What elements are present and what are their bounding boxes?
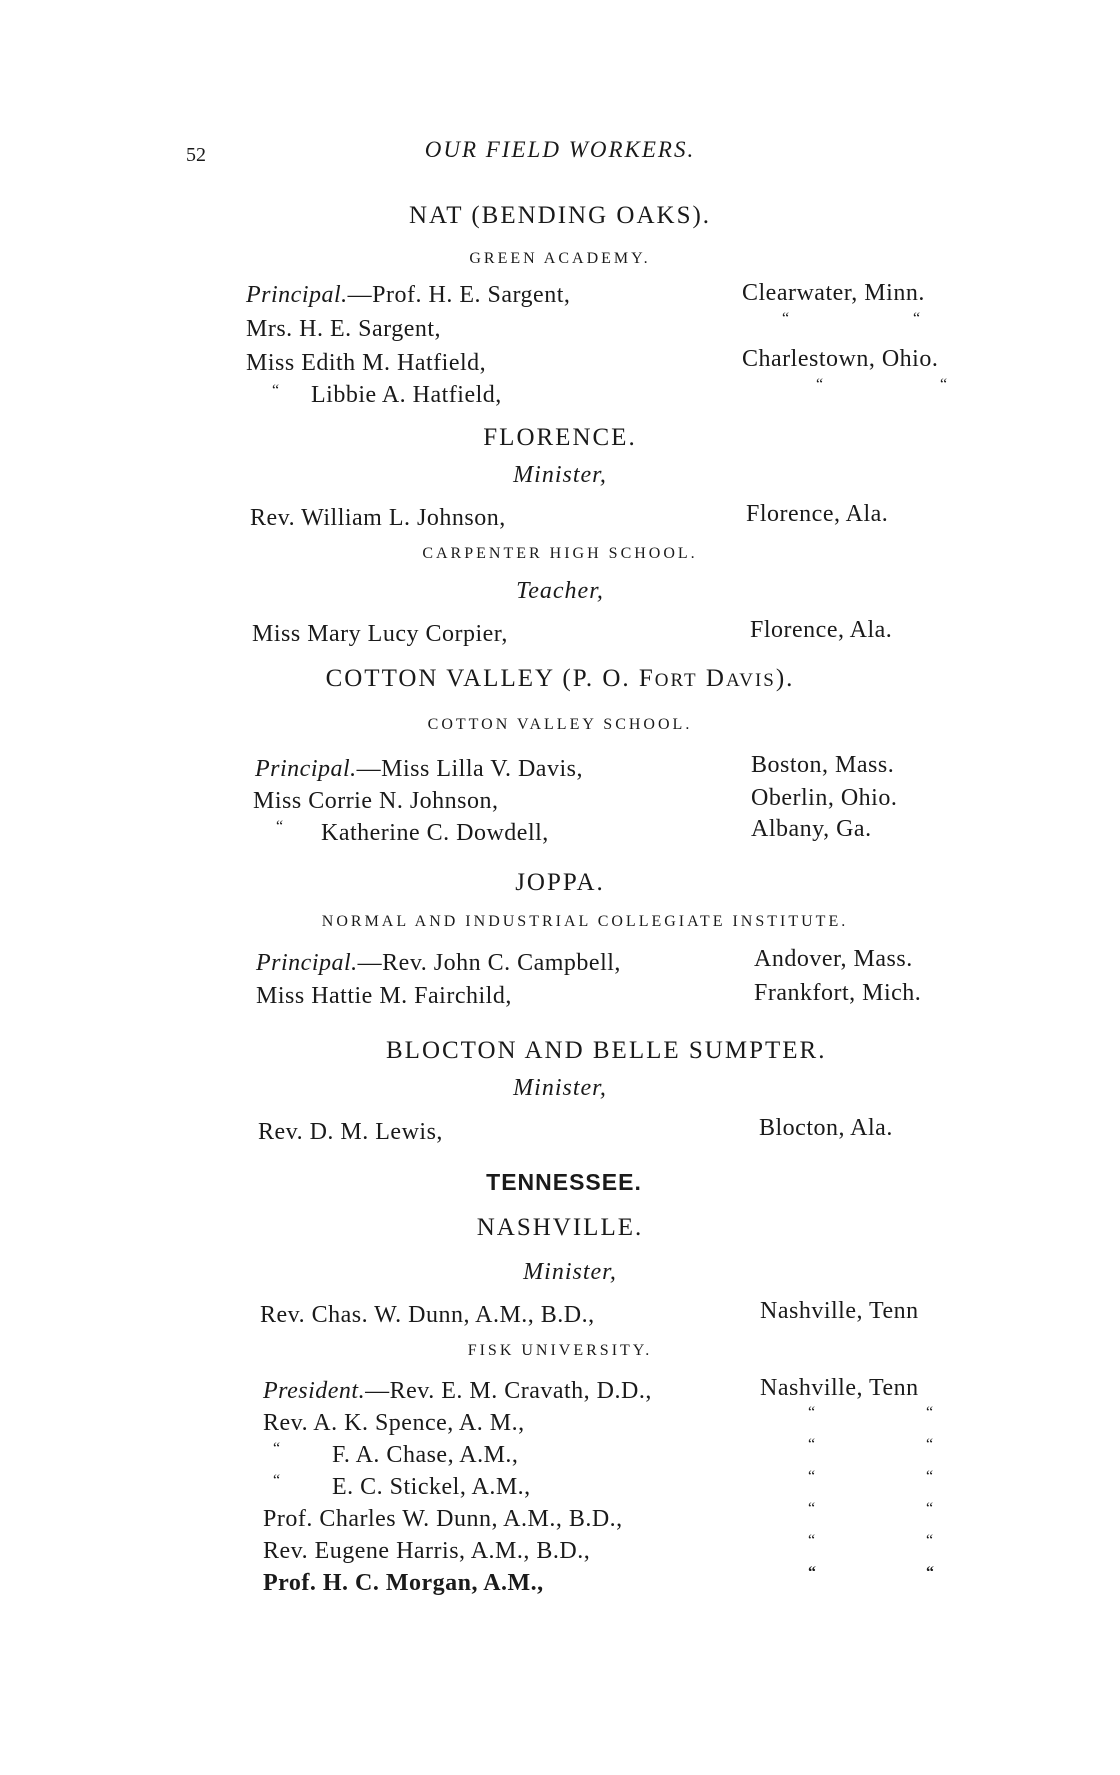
entry-name [256,950,621,977]
ditto-mark: “ [272,382,280,399]
entry-location: Clearwater, Minn. [742,280,925,306]
entry-name: Katherine C. Dowdell, [321,820,549,846]
entry-name: Rev. D. M. Lewis, [258,1119,443,1145]
ditto-mark: “ [273,1472,281,1489]
entry-location: Albany, Ga. [751,816,872,842]
ditto-mark: “ [808,1564,816,1581]
ditto-mark: “ [926,1468,934,1485]
entry-name [263,1378,652,1405]
heading-text: ). [775,665,795,692]
entry-name: Miss Hattie M. Fairchild, [256,983,512,1009]
ditto-mark: “ [808,1436,816,1453]
entry-location: Andover, Mass. [754,946,913,972]
entry-name [246,282,570,309]
school-heading-fisk: FISK UNIVERSITY. [467,1342,653,1359]
running-title: OUR FIELD WORKERS. [424,137,696,162]
ditto-mark: “ [273,1440,281,1457]
ditto-mark: “ [816,376,824,393]
entry-name-text: —Rev. John C. Campbell, [357,950,621,976]
entry-location: Charlestown, Ohio. [742,346,939,372]
entry-name: Rev. Chas. W. Dunn, A.M., B.D., [260,1302,595,1328]
entry-location: Boston, Mass. [751,752,895,778]
role-heading-teacher: Teacher, [516,578,604,604]
entry-name-text: —Miss Lilla V. Davis, [356,756,583,782]
heading-text-small-caps: AVIS [725,670,776,691]
entry-name: E. C. Stickel, A.M., [332,1474,531,1500]
school-heading-green-academy: GREEN ACADEMY. [469,250,651,267]
entry-location: Oberlin, Ohio. [751,785,898,811]
entry-name: Libbie A. Hatfield, [311,382,502,408]
entry-name: Prof. H. C. Morgan, A.M., [263,1570,544,1596]
ditto-mark: “ [926,1564,934,1581]
section-heading-florence: FLORENCE. [483,424,637,451]
role-title: Principal. [256,950,358,976]
section-heading-blocton: BLOCTON AND BELLE SUMPTER. [386,1037,827,1064]
entry-name: Miss Mary Lucy Corpier, [252,621,508,647]
role-title: Principal. [246,282,348,308]
entry-name-text: —Rev. E. M. Cravath, D.D., [365,1378,652,1404]
entry-name: Rev. William L. Johnson, [250,505,506,531]
role-title: President. [263,1378,366,1404]
entry-location: Blocton, Ala. [759,1115,893,1141]
entry-location: Frankfort, Mich. [754,980,922,1006]
ditto-mark: “ [808,1532,816,1549]
ditto-mark: “ [276,818,284,835]
ditto-mark: “ [926,1404,934,1421]
entry-name: Prof. Charles W. Dunn, A.M., B.D., [263,1506,623,1532]
school-heading-carpenter: CARPENTER HIGH SCHOOL. [422,545,698,562]
entry-location: Nashville, Tenn [760,1375,919,1401]
section-heading-joppa: JOPPA. [515,869,605,896]
entry-name: Miss Corrie N. Johnson, [253,788,499,814]
ditto-mark: “ [808,1468,816,1485]
entry-location: Florence, Ala. [750,617,893,643]
entry-name: Mrs. H. E. Sargent, [246,316,442,342]
entry-location: Florence, Ala. [746,501,889,527]
role-title: Principal. [255,756,357,782]
entry-name [255,756,583,783]
heading-text-small-caps: ORT [654,670,698,691]
ditto-mark: “ [926,1436,934,1453]
entry-name: F. A. Chase, A.M., [332,1442,519,1468]
ditto-mark: “ [808,1500,816,1517]
entry-name-text: —Prof. H. E. Sargent, [347,282,571,308]
ditto-mark: “ [782,310,790,327]
ditto-mark: “ [926,1532,934,1549]
heading-text: D [697,665,726,692]
school-heading-normal-industrial: NORMAL AND INDUSTRIAL COLLEGIATE INSTITUTE. [321,913,849,930]
school-heading-cotton-valley: COTTON VALLEY SCHOOL. [427,716,693,733]
role-heading-minister: Minister, [523,1259,617,1285]
state-heading-tennessee: TENNESSEE. [486,1169,642,1195]
role-heading-minister: Minister, [513,1075,607,1101]
page-number: 52 [186,144,206,166]
entry-name: Miss Edith M. Hatfield, [246,350,487,376]
entry-name: Rev. Eugene Harris, A.M., B.D., [263,1538,591,1564]
ditto-mark: “ [926,1500,934,1517]
entry-name: Rev. A. K. Spence, A. M., [263,1410,525,1436]
section-heading-nashville: NASHVILLE. [476,1214,644,1241]
section-heading-cotton-valley [0,665,1120,693]
role-heading-minister: Minister, [513,462,607,488]
ditto-mark: “ [913,310,921,327]
ditto-mark: “ [808,1404,816,1421]
heading-text: COTTON VALLEY (P. O. F [325,665,655,692]
entry-location: Nashville, Tenn [760,1298,919,1324]
section-heading-nat: NAT (BENDING OAKS). [408,202,712,229]
ditto-mark: “ [940,376,948,393]
